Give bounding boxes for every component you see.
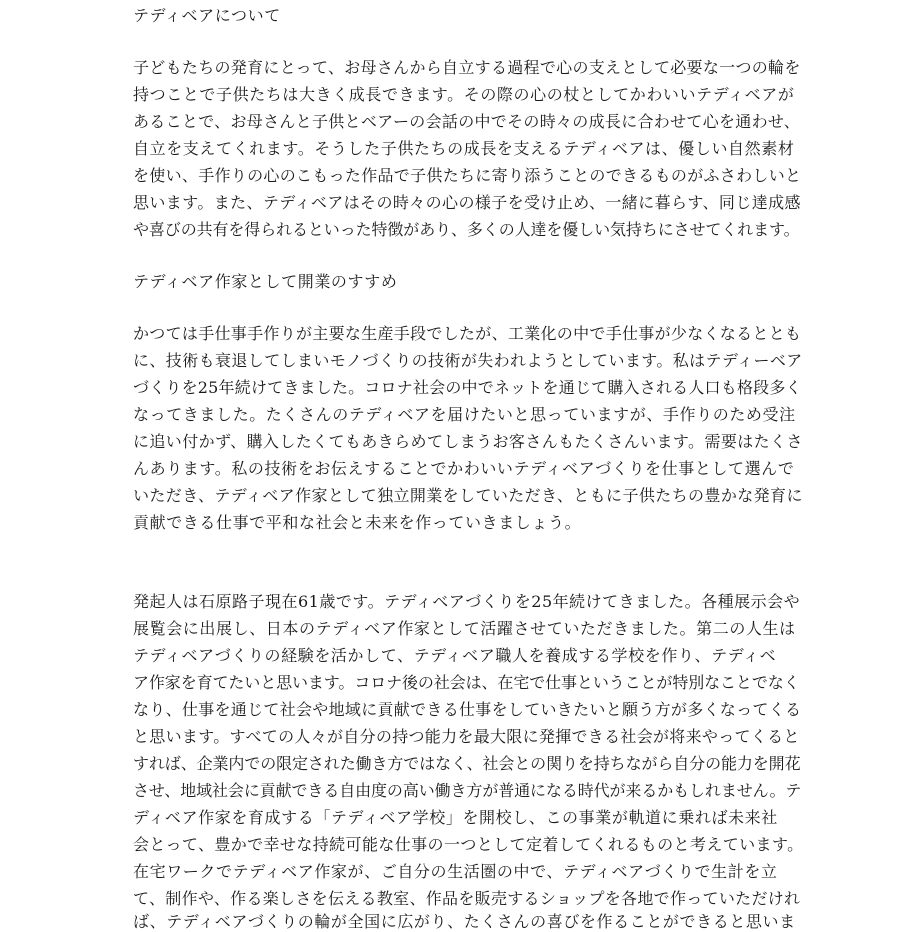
paragraph-line: させ、地域社会に貢献できる自由度の高い働き方が普通になる時代が来るかもしれません。テ: [133, 781, 802, 800]
paragraph-line: なり、仕事を通じて社会や地域に貢献できる仕事をしていきたいと願う方が多くなってくる: [133, 700, 802, 719]
paragraph-line: に追い付かず、購入したくてもあきらめてしまうお客さんもたくさんいます。需要はたくさ: [133, 432, 803, 451]
paragraph-line: と思います。すべての人々が自分の持つ能力を最大限に発揮できる社会が将来やってくると: [133, 727, 800, 746]
paragraph-line: 会とって、豊かで幸せな持続可能な仕事の一つとして定着してくれるものと考えています。: [133, 835, 804, 854]
paragraph-line: や喜びの共有を得られるといった特徴があり、多くの人達を優しい気持ちにさせてくれます。: [133, 220, 800, 239]
paragraph-line-clipped: ば、テディベアづくりの輪が全国に広がり、たくさんの喜びを作ることができると思いま: [133, 912, 796, 931]
paragraph-line: んあります。私の技術をお伝えすることでかわいいテディベアづくりを仕事として選んで: [133, 459, 795, 478]
paragraph-line: 在宅ワークでテディベア作家が、ご自分の生活圏の中で、テディベアづくりで生計を立: [133, 862, 778, 881]
paragraph-line: 発起人は石原路子現在61歳です。テディベアづくりを25年続けてきました。各種展示会や: [133, 592, 801, 611]
paragraph-line: 展覧会に出展し、日本のテディベア作家として活躍させていただきました。第二の人生は: [133, 619, 796, 638]
paragraph-line: あることで、お母さんと子供とベアーの会話の中でその時々の成長に合わせて心を通わせ、: [133, 112, 801, 131]
paragraph-line: づくりを25年続けてきました。コロナ社会の中でネットを通じて購入される人口も格段多く: [133, 378, 802, 397]
paragraph-line: ディベア作家を育成する「テディベア学校」を開校し、この事業が軌道に乗れば未来社: [133, 808, 778, 827]
paragraph-line: いただき、テディベア作家として独立開業をしていただき、ともに子供たちの豊かな発育に: [133, 486, 803, 505]
paragraph-line: ア作家を育てたいと思います。コロナ後の社会は、在宅で仕事ということが特別なことでなく: [133, 673, 800, 692]
section-heading-teddy-bear: テディベアについて: [133, 6, 281, 25]
paragraph-line: テディベアづくりの経験を活かして、テディベア職人を養成する学校を作り、テディベ: [133, 646, 777, 665]
paragraph-line: て、制作や、作る楽しさを伝える教室、作品を販売するショップを各地で作っていただけれ: [133, 889, 801, 908]
paragraph-line: に、技術も衰退してしまいモノづくりの技術が失われようとしています。私はテディーベア: [133, 351, 803, 370]
paragraph-line: 貢献できる仕事で平和な社会と未来を作っていきましょう。: [133, 513, 582, 532]
paragraph-line: 思います。また、テディベアはその時々の心の様子を受け止め、一緒に暮らす、同じ達成感: [133, 193, 801, 212]
paragraph-line: を使い、手作りの心のこもった作品で子供たちに寄り添うことのできるものがふさわしいと: [133, 166, 802, 185]
paragraph-line: 子どもたちの発育にとって、お母さんから自立する過程で心の支えとして必要な一つの輪を: [133, 58, 801, 77]
paragraph-line: かつては手仕事手作りが主要な生産手段でしたが、工業化の中で手仕事が少なくなるととも: [133, 324, 802, 343]
section-heading-business: テディベア作家として開業のすすめ: [133, 272, 398, 291]
paragraph-line: なってきました。たくさんのテディベアを届けたいと思っていますが、手作りのため受注: [133, 405, 796, 424]
paragraph-line: 持つことで子供たちは大きく成長できます。その際の心の杖としてかわいいテディベアが: [133, 85, 795, 104]
paragraph-line: すれば、企業内での限定された働き方ではなく、社会との関りを持ちながら自分の能力を開花: [133, 754, 801, 773]
paragraph-line: 自立を支えてくれます。そうした子供たちの成長を支えるテディベアは、優しい自然素材: [133, 139, 795, 158]
